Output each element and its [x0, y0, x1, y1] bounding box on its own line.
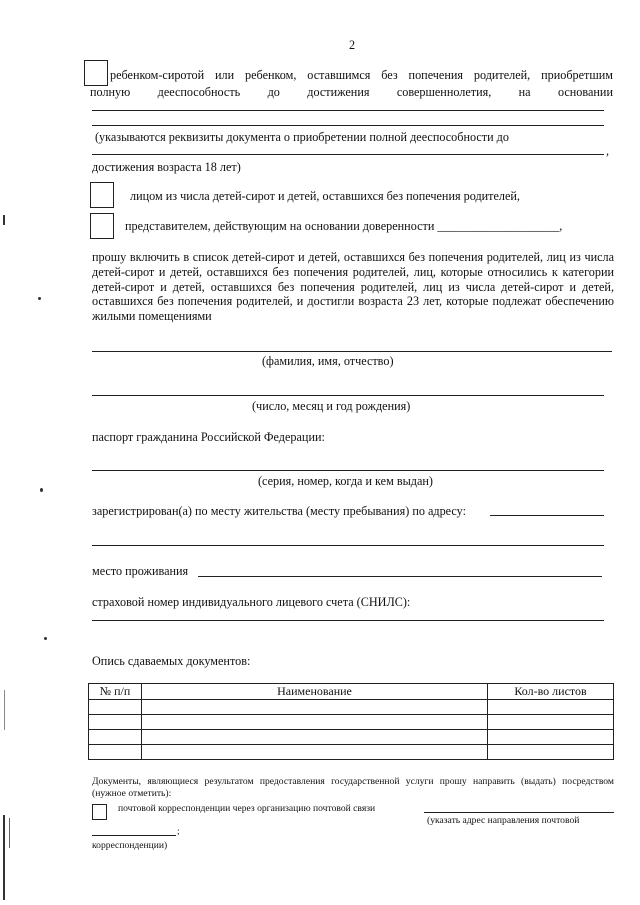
- postal-address-field[interactable]: [92, 835, 176, 836]
- page-number: 2: [349, 38, 356, 52]
- checkbox-representative[interactable]: [90, 213, 114, 239]
- postal-address-hint: (указать адрес направления почтовой: [427, 815, 580, 826]
- birth-date-field[interactable]: [92, 395, 604, 396]
- table-cell[interactable]: [89, 715, 142, 730]
- scan-artifact: [38, 297, 41, 300]
- postal-address-hint-end: корреспонденции): [92, 840, 168, 851]
- documents-table: [88, 683, 614, 760]
- postal-organization-field[interactable]: [424, 812, 614, 813]
- table-cell[interactable]: [142, 745, 488, 760]
- postal-mail-label: почтовой корреспонденции через организацию почтовой связи: [118, 803, 376, 814]
- checkbox-orphan-full-capacity[interactable]: [84, 60, 108, 86]
- basis-document-line-3[interactable]: [92, 154, 604, 155]
- table-cell[interactable]: [89, 700, 142, 715]
- column-header-number: № п/п: [89, 684, 142, 700]
- comma: ,: [606, 144, 610, 158]
- result-delivery-text: Документы, являющиеся результатом предоставления государственной услуги прошу направить (выдать) посредством (нужное отметить):: [92, 776, 614, 799]
- column-header-name: Наименование: [142, 684, 488, 700]
- checkbox-postal-mail[interactable]: [92, 804, 107, 820]
- table-cell[interactable]: [142, 715, 488, 730]
- registered-address-label: зарегистрирован(а) по месту жительства (месту пребывания) по адресу:: [92, 504, 466, 518]
- table-cell[interactable]: [142, 700, 488, 715]
- full-name-field[interactable]: [92, 351, 612, 352]
- table-cell[interactable]: [89, 730, 142, 745]
- scan-artifact: [3, 815, 5, 900]
- scan-artifact: [44, 637, 47, 640]
- table-cell[interactable]: [142, 730, 488, 745]
- residence-label: место проживания: [92, 564, 189, 578]
- residence-field[interactable]: [198, 576, 602, 577]
- scan-artifact: [40, 488, 43, 492]
- table-row: [89, 700, 614, 715]
- snils-label: страховой номер индивидуального лицевого счета (СНИЛС):: [92, 595, 411, 609]
- option-representative-label: представителем, действующим на основании доверенности ____________________,: [125, 219, 563, 233]
- table-cell[interactable]: [488, 745, 614, 760]
- basis-document-line-2[interactable]: [92, 125, 604, 126]
- scan-artifact: [3, 215, 5, 225]
- checkbox-person-from-orphans[interactable]: [90, 182, 114, 208]
- table-cell[interactable]: [488, 730, 614, 745]
- scan-artifact: [9, 818, 10, 848]
- option-person-from-orphans-label: лицом из числа детей-сирот и детей, оставшихся без попечения родителей,: [130, 189, 520, 203]
- option-orphan-text: ребенком-сиротой или ребенком, оставшимся без попечения родителей, приобретшим: [110, 68, 613, 82]
- registered-address-field[interactable]: [490, 515, 604, 516]
- table-row: [89, 715, 614, 730]
- basis-document-hint-2: достижения возраста 18 лет): [92, 160, 241, 174]
- table-row: [89, 730, 614, 745]
- registered-address-field-2[interactable]: [92, 545, 604, 546]
- column-header-sheets: Кол-во листов: [488, 684, 614, 700]
- passport-label: паспорт гражданина Российской Федерации:: [92, 430, 325, 444]
- full-name-caption: (фамилия, имя, отчество): [262, 354, 394, 368]
- table-cell[interactable]: [488, 700, 614, 715]
- table-cell[interactable]: [488, 715, 614, 730]
- passport-caption: (серия, номер, когда и кем выдан): [258, 474, 433, 488]
- request-paragraph: прошу включить в список детей-сирот и детей, оставшихся без попечения родителей, лиц из числа детей-сирот и детей, оставшихся без попечения родителей, лиц, которые относились к категории детей-сирот и детей, оставшихся без попечения родителей, лиц из числа детей-сирот и детей, оставшихся без попечения родителей, и достигли возраста 23 лет, которые подлежат обеспечению жилыми помещениями: [92, 250, 614, 324]
- scan-artifact: [4, 690, 5, 730]
- table-cell[interactable]: [89, 745, 142, 760]
- documents-title: Опись сдаваемых документов:: [92, 654, 251, 668]
- basis-document-hint: (указываются реквизиты документа о приобретении полной дееспособности до: [95, 130, 509, 144]
- basis-document-line-1[interactable]: [92, 110, 604, 111]
- option-orphan-text-line2: полную дееспособность до достижения совершеннолетия, на основании: [90, 85, 613, 99]
- birth-date-caption: (число, месяц и год рождения): [252, 399, 411, 413]
- passport-field[interactable]: [92, 470, 604, 471]
- snils-field[interactable]: [92, 620, 604, 621]
- table-row: [89, 745, 614, 760]
- table-header-row: [89, 684, 614, 700]
- semicolon: ;: [177, 826, 180, 837]
